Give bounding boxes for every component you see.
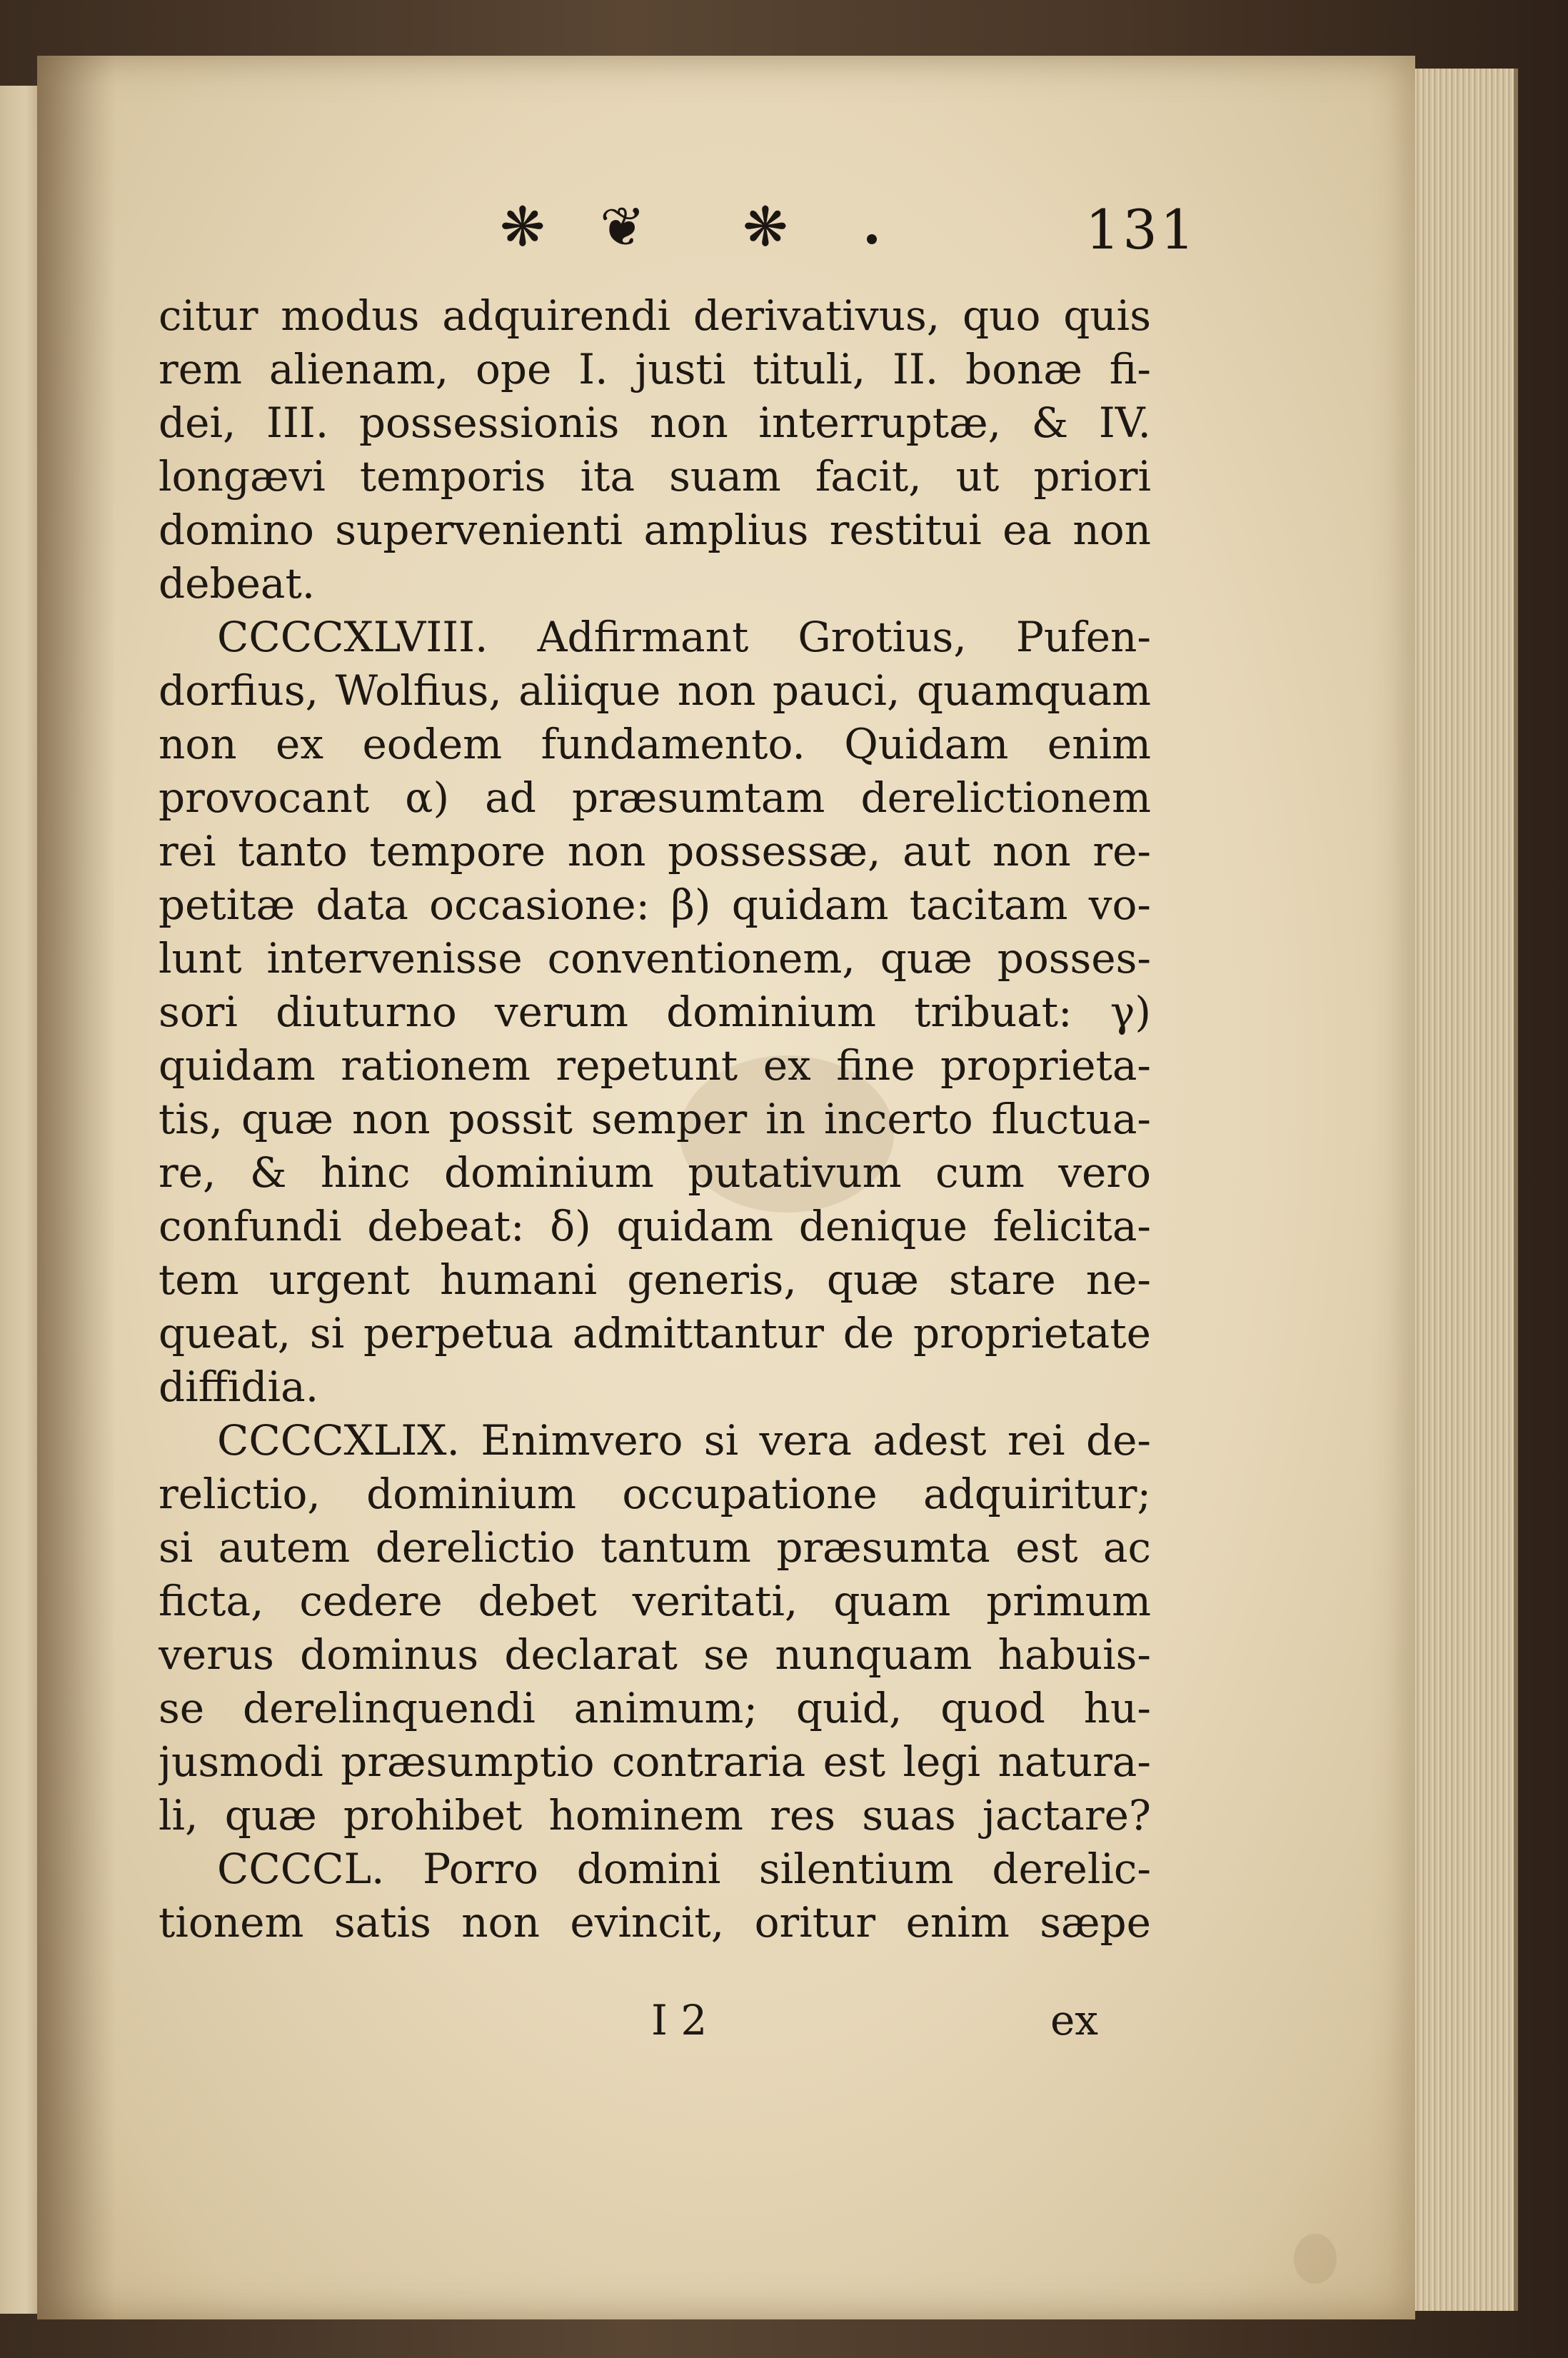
header-dot (867, 234, 877, 244)
text-line: rei tanto tempore non possessæ, aut non re- (159, 827, 1151, 876)
catchword: ex (1050, 1996, 1098, 2045)
body-text (159, 289, 1151, 1950)
ornament-star-icon: ❋ (500, 195, 546, 259)
text-line: debeat. (159, 559, 316, 608)
ornament-star-icon: ❋ (743, 195, 788, 259)
ornament-cherub-icon: ❦ (600, 195, 645, 259)
page-footer (159, 1996, 1151, 2053)
text-line: lunt intervenisse conventionem, quæ posses- (159, 934, 1151, 983)
page-number: 131 (1085, 198, 1198, 261)
text-line: ficta, cedere debet veritati, quam primum (159, 1577, 1151, 1625)
spine-shadow (37, 56, 116, 2319)
paper-stain (1294, 2234, 1337, 2284)
signature-mark: I 2 (651, 1996, 708, 2045)
text-line: petitæ data occasione: β) quidam tacitam vo- (159, 881, 1151, 929)
paragraph-start-CCCCXLVIII: CCCCXLVIII. Adfirmant Grotius, Pufen- (217, 613, 1151, 661)
text-line: citur modus adquirendi derivativus, quo quis (159, 291, 1151, 340)
text-line: dorfius, Wolfius, aliique non pauci, quamquam (159, 666, 1151, 715)
text-line: domino supervenienti amplius restitui ea non (159, 506, 1151, 554)
text-line: re, & hinc dominium putativum cum vero (159, 1148, 1151, 1197)
text-line: verus dominus declarat se nunquam habuis- (159, 1630, 1151, 1679)
text-line: relictio, dominium occupatione adquiritur; (159, 1470, 1151, 1518)
text-line: dei, III. possessionis non interruptæ, & IV. (159, 398, 1151, 447)
text-line: si autem derelictio tantum præsumta est ac (159, 1523, 1151, 1572)
text-line: se derelinquendi animum; quid, quod hu- (159, 1684, 1151, 1732)
paragraph-start-CCCCL: CCCCL. Porro domini silentium derelic- (217, 1845, 1151, 1893)
text-line: tem urgent humani generis, quæ stare ne- (159, 1255, 1151, 1304)
text-line: tis, quæ non possit semper in incerto fluctua- (159, 1095, 1151, 1143)
text-line: non ex eodem fundamento. Quidam enim (159, 720, 1151, 768)
text-line: rem alienam, ope I. justi tituli, II. bonæ fi- (159, 345, 1151, 393)
text-line: queat, si perpetua admittantur de proprietate (159, 1309, 1151, 1358)
text-line: confundi debeat: δ) quidam denique felicita- (159, 1202, 1151, 1250)
text-line: provocant α) ad præsumtam derelictionem (159, 773, 1151, 822)
text-line: quidam rationem repetunt ex fine proprieta- (159, 1041, 1151, 1090)
text-line: tionem satis non evincit, oritur enim sæpe (159, 1898, 1151, 1947)
text-line: li, quæ prohibet hominem res suas jactare? (159, 1791, 1151, 1840)
paragraph-start-CCCCXLIX: CCCCXLIX. Enimvero si vera adest rei de- (217, 1416, 1151, 1465)
text-line: jusmodi præsumptio contraria est legi natura- (159, 1737, 1151, 1786)
text-line: longævi temporis ita suam facit, ut priori (159, 452, 1151, 501)
running-header (500, 193, 1198, 271)
text-line: diffidia. (159, 1363, 319, 1411)
text-line: sori diuturno verum dominium tribuat: γ) (159, 988, 1151, 1036)
facing-page-edge (0, 86, 43, 2314)
